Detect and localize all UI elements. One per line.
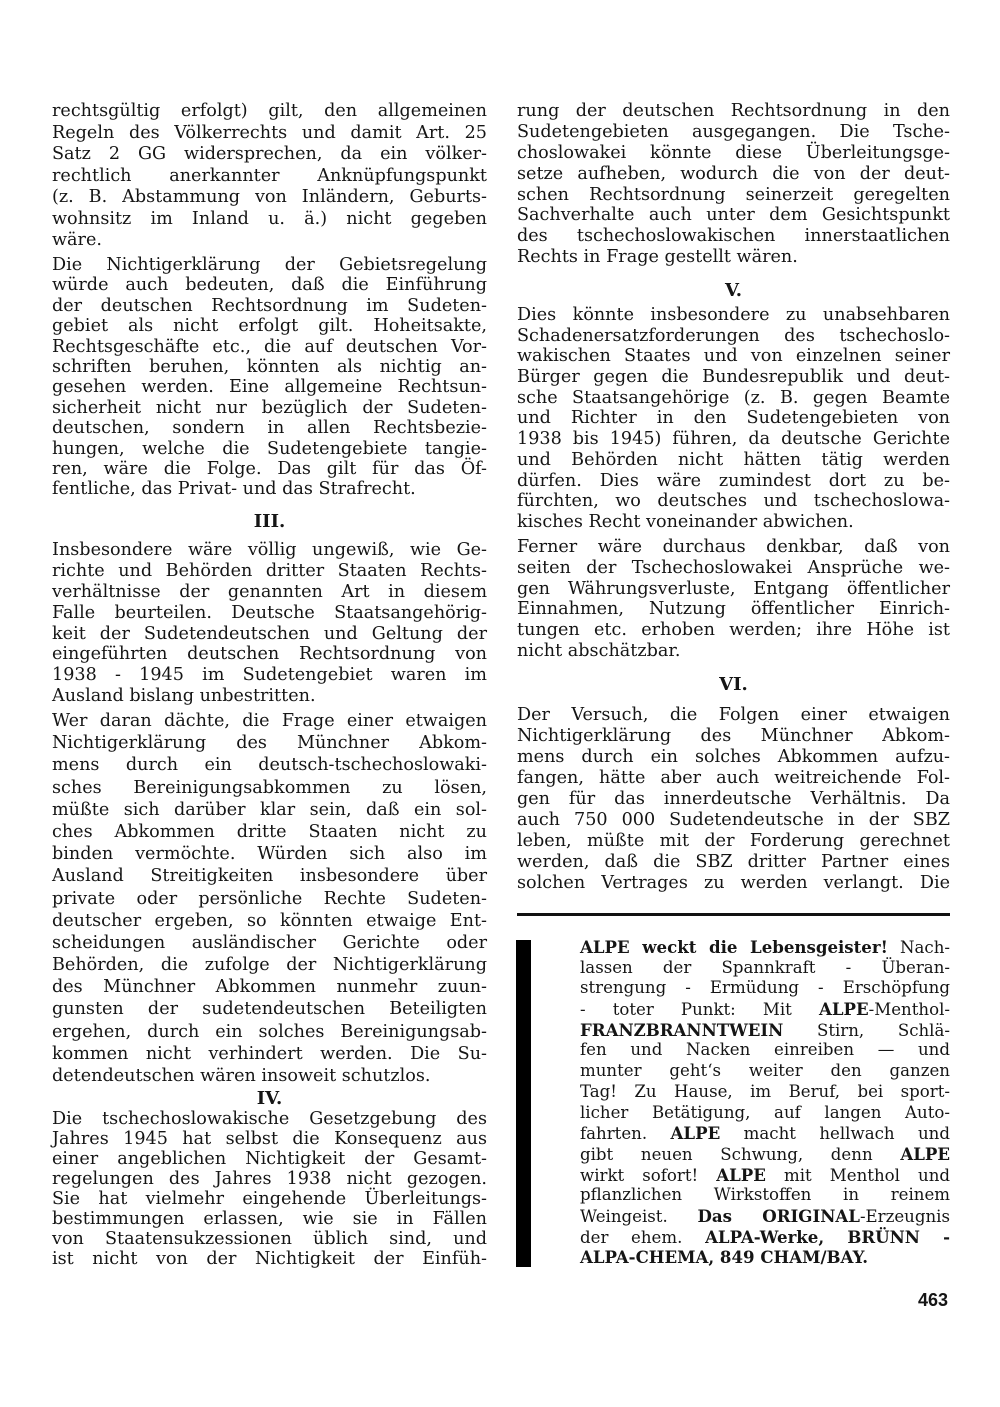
ad-text: pflanzlichen Wirkstoffen in reinem: [580, 1185, 950, 1205]
text-line: und Richter in den Sudetengebieten von: [517, 408, 950, 429]
advertisement: [580, 937, 950, 1268]
section-heading-iv: IV.: [256, 1088, 283, 1109]
text-line: würde auch bedeuten, daß die Einführung: [52, 275, 487, 296]
text-line: der deutschen Rechtsordnung im Sudeten-: [52, 295, 487, 316]
ad-bold-text: ALPE: [818, 999, 869, 1020]
text-line: deutschen, sondern in allen Rechtsbezie-: [52, 418, 487, 439]
text-line: nicht abschätzbar.: [517, 640, 681, 661]
ad-text: Tag! Zu Hause, im Beruf, bei sport-: [580, 1081, 950, 1101]
ad-text: Nach-: [887, 938, 950, 957]
text-line: Ausland bislang unbestritten.: [52, 686, 316, 707]
ad-bold-text: ALPA-Werke, BRÜNN -: [705, 1226, 950, 1247]
text-line: ches Abkommen dritte Staaten nicht zu: [52, 821, 487, 842]
ad-bold-text: FRANZBRANNTWEIN: [580, 1019, 784, 1040]
ad-bold-text: ALPE: [900, 1143, 950, 1164]
text-line: von Staatensukzessionen üblich sind, und: [52, 1229, 487, 1249]
text-line: Insbesondere wäre völlig ungewiß, wie Ge-: [52, 540, 487, 560]
text-line: rung der deutschen Rechtsordnung in den: [517, 101, 950, 121]
paragraph-p3: [52, 540, 487, 707]
ad-line: [580, 978, 950, 999]
text-line: Jahres 1945 hat selbst die Konsequenz aus: [52, 1129, 487, 1149]
ad-bold-text: ALPE: [716, 1164, 766, 1185]
text-line: Die Nichtigerklärung der Gebietsregelung: [52, 255, 487, 275]
ad-line: [580, 1165, 950, 1186]
paragraph-p8: [517, 537, 950, 662]
text-line: Behörden, die zufolge der Nichtigerklärung: [52, 955, 487, 976]
ad-line: [580, 1206, 950, 1227]
paragraph-p1: [52, 101, 487, 252]
text-line: binden vermöchte. Würden sich also im: [52, 844, 487, 865]
ad-text: wirkt sofort!: [580, 1165, 717, 1185]
ad-line: [580, 1247, 950, 1268]
text-line: auch 750 000 Sudetendeutsche in der SBZ: [517, 810, 950, 830]
ad-text: -Menthol-: [868, 1000, 950, 1020]
ad-line: [580, 1020, 950, 1041]
ad-line: [580, 1061, 950, 1082]
ad-text: fen und Nacken einreiben — und: [580, 1040, 950, 1060]
text-line: Sie hat vielmehr eingehende Überleitungs-: [52, 1189, 487, 1209]
text-line: Bürger gegen die Bundesrepublik und deut-: [517, 367, 950, 388]
text-line: gen Währungsverluste, Entgang öffentlicher: [517, 578, 950, 599]
text-line: gunsten der sudetendeutschen Beteiligten: [52, 999, 487, 1020]
text-line: müßte sich darüber klar sein, daß ein sol-: [52, 799, 487, 820]
page-number: 463: [917, 1290, 948, 1310]
text-line: rechtsgültig erfolgt) gilt, den allgemeinen: [52, 101, 487, 121]
text-line: solchen Vertrages zu werden verlangt. Die: [517, 873, 950, 893]
text-line: (z. B. Abstammung von Inländern, Geburts-: [52, 187, 487, 207]
ad-bold-text: ALPE: [670, 1123, 721, 1144]
text-line: fentliche, das Privat- und das Strafrecht.: [52, 479, 416, 500]
text-line: rechtlich anerkannter Anknüpfungspunkt: [52, 165, 487, 186]
text-line: sche Staatsangehörige (z. B. gegen Beamte: [517, 387, 950, 408]
paragraph-p7: [517, 305, 950, 533]
text-line: kisches Recht voneinander abwichen.: [517, 511, 854, 532]
text-line: Nichtigerklärung des Münchner Abkom-: [52, 733, 487, 754]
text-line: detendeutschen wären insoweit schutzlos.: [52, 1066, 431, 1086]
text-line: des tschechoslowakischen innerstaatlichen: [517, 226, 950, 247]
text-line: ren, wäre die Folge. Das gilt für das Öf-: [52, 458, 487, 479]
text-line: wakischen Staates und von einzelnen seiner: [517, 346, 950, 367]
ad-text: - toter Punkt: Mit: [580, 1000, 819, 1020]
text-line: seiten der Tschechoslowakei Ansprüche we-: [517, 557, 950, 578]
text-line: wohnsitz im Inland u. ä.) nicht gegeben: [52, 208, 487, 229]
text-line: leben, müßte mit der Forderung gerechnet: [517, 831, 950, 851]
ad-text: Weingeist.: [580, 1206, 698, 1226]
text-line: 1938 - 1945 im Sudetengebiet waren im: [52, 665, 487, 686]
divider-rule: [517, 913, 950, 916]
paragraph-p2: [52, 255, 487, 500]
ad-text: lassen der Spannkraft - Überan-: [580, 957, 950, 977]
text-line: Wer daran dächte, die Frage einer etwaigen: [52, 711, 487, 731]
text-line: 1938 bis 1945) führen, da deutsche Gerichte: [517, 429, 950, 450]
ad-text: macht hellwach und: [720, 1124, 950, 1144]
text-line: bestimmungen erlassen, wie sie in Fällen: [52, 1209, 487, 1229]
ad-line: [580, 1123, 950, 1144]
text-line: gesehen werden. Eine allgemeine Rechtsun-: [52, 377, 487, 398]
ad-text: der ehem.: [580, 1227, 706, 1247]
text-line: Sachverhalte auch unter dem Gesichtspunkt: [517, 205, 950, 226]
text-line: Satz 2 GG widersprechen, da ein völker-: [52, 144, 487, 164]
ad-line: [580, 1103, 950, 1124]
ad-text: mit Menthol und: [765, 1165, 950, 1185]
ad-text: munter geht‘s weiter den ganzen: [580, 1061, 950, 1081]
text-line: choslowakei könnte diese Überleitungsge-: [517, 142, 950, 163]
ad-bold-text: ALPA-CHEMA, 849 CHAM/BAY.: [580, 1247, 869, 1268]
text-line: schriften beruhen, könnten als nichtig an-: [52, 356, 487, 377]
text-line: dürfen. Dies wäre zumindest dort zu be-: [517, 470, 950, 491]
section-heading-iii: III.: [253, 511, 286, 532]
text-line: keit der Sudetendeutschen und Geltung der: [52, 623, 487, 644]
ad-line: [580, 1185, 950, 1206]
text-line: richte und Behörden dritter Staaten Rechts-: [52, 560, 487, 581]
text-line: und Behörden nicht hätten tätig werden: [517, 449, 950, 470]
text-line: scheidungen ausländischer Gerichte oder: [52, 932, 487, 953]
text-line: Ausland Streitigkeiten insbesondere über: [52, 866, 487, 887]
text-line: werden, daß die SBZ dritter Partner eines: [517, 852, 950, 872]
paragraph-p6: [517, 101, 950, 268]
text-line: setze aufheben, wodurch die von der deut-: [517, 163, 950, 184]
text-line: sches Bereinigungsabkommen zu lösen,: [52, 777, 487, 798]
text-line: Falle beurteilen. Deutsche Staatsangehörig-: [52, 602, 487, 623]
paragraph-p9: [517, 705, 950, 894]
text-line: gebiet als nicht erfolgt gilt. Hoheitsakte,: [52, 316, 487, 337]
text-line: mens durch ein deutsch-tschechoslowaki-: [52, 755, 487, 776]
text-line: schen Rechtsordnung seinerzeit geregelten: [517, 184, 950, 205]
text-line: Regeln des Völkerrechts und damit Art. 25: [52, 122, 487, 143]
paragraph-p5: [52, 1109, 487, 1269]
ad-line: [580, 1082, 950, 1103]
text-line: eingeführten deutschen Rechtsordnung von: [52, 644, 487, 665]
ad-text: fahrten.: [580, 1124, 671, 1144]
text-line: deutscher ergeben, so könnten etwaige Ent-: [52, 910, 487, 931]
text-line: gen für das innerdeutsche Verhältnis. Da: [517, 789, 950, 809]
paragraph-p4: [52, 710, 487, 1087]
text-line: Einnahmen, Nutzung öffentlicher Einrich-: [517, 599, 950, 620]
ad-line: [580, 999, 950, 1020]
ad-text: -Erzeugnis: [859, 1206, 950, 1226]
ad-line: [580, 1144, 950, 1165]
text-line: Rechtsgeschäfte etc., die auf deutschen Vor-: [52, 336, 487, 357]
ad-text: licher Betätigung, auf langen Auto-: [580, 1102, 950, 1122]
text-line: wäre.: [52, 230, 102, 250]
text-line: Schadenersatzforderungen des tschechoslo-: [517, 325, 950, 346]
ad-text: gibt neuen Schwung, denn: [580, 1144, 901, 1164]
text-line: hungen, welche die Sudetengebiete tangie-: [52, 438, 487, 459]
text-line: Dies könnte insbesondere zu unabsehbaren: [517, 305, 950, 325]
text-line: Rechts in Frage gestellt wären.: [517, 247, 798, 268]
ad-line: [580, 1227, 950, 1248]
text-line: einer angeblichen Nichtigkeit der Gesamt-: [52, 1149, 487, 1169]
ad-text: strengung - Ermüdung - Erschöpfung: [580, 978, 950, 998]
text-line: kommen nicht verhindert werden. Die Su-: [52, 1043, 487, 1064]
text-line: Nichtigerklärung des Münchner Abkom-: [517, 726, 950, 746]
text-line: private oder persönliche Rechte Sudeten-: [52, 888, 487, 909]
ad-line: [580, 958, 950, 979]
text-line: Die tschechoslowakische Gesetzgebung des: [52, 1109, 487, 1129]
ad-line: [580, 1040, 950, 1061]
section-heading-vi: VI.: [719, 674, 748, 695]
text-line: Sudetengebieten ausgegangen. Die Tsche-: [517, 121, 950, 142]
text-line: fangen, hätte aber auch weitreichende Fol-: [517, 768, 950, 788]
text-line: Der Versuch, die Folgen einer etwaigen: [517, 705, 950, 725]
text-line: Ferner wäre durchaus denkbar, daß von: [517, 537, 950, 557]
text-line: ergehen, durch ein solches Bereinigungsab-: [52, 1021, 487, 1042]
advertisement-bar: [516, 940, 531, 1267]
ad-line: [580, 937, 950, 958]
text-line: sicherheit nicht nur bezüglich der Sudeten-: [52, 397, 487, 418]
text-line: des Münchner Abkommen nunmehr zuun-: [52, 977, 487, 998]
text-line: mens durch ein solches Abkommen aufzu-: [517, 747, 950, 767]
section-heading-v: V.: [724, 280, 743, 301]
text-line: tungen etc. erhoben werden; ihre Höhe ist: [517, 620, 950, 641]
ad-bold-text: ALPE weckt die Lebensgeister!: [580, 937, 888, 957]
text-line: regelungen des Jahres 1938 nicht gezogen.: [52, 1169, 487, 1189]
text-line: fürchten, wo deutsches und tschechoslowa-: [517, 491, 950, 512]
ad-text: Stirn, Schlä-: [783, 1020, 950, 1040]
text-line: verhältnisse der genannten Art in diesem: [52, 581, 487, 602]
ad-bold-text: Das ORIGINAL: [697, 1205, 860, 1226]
text-line: ist nicht von der Nichtigkeit der Einfüh-: [52, 1249, 487, 1269]
